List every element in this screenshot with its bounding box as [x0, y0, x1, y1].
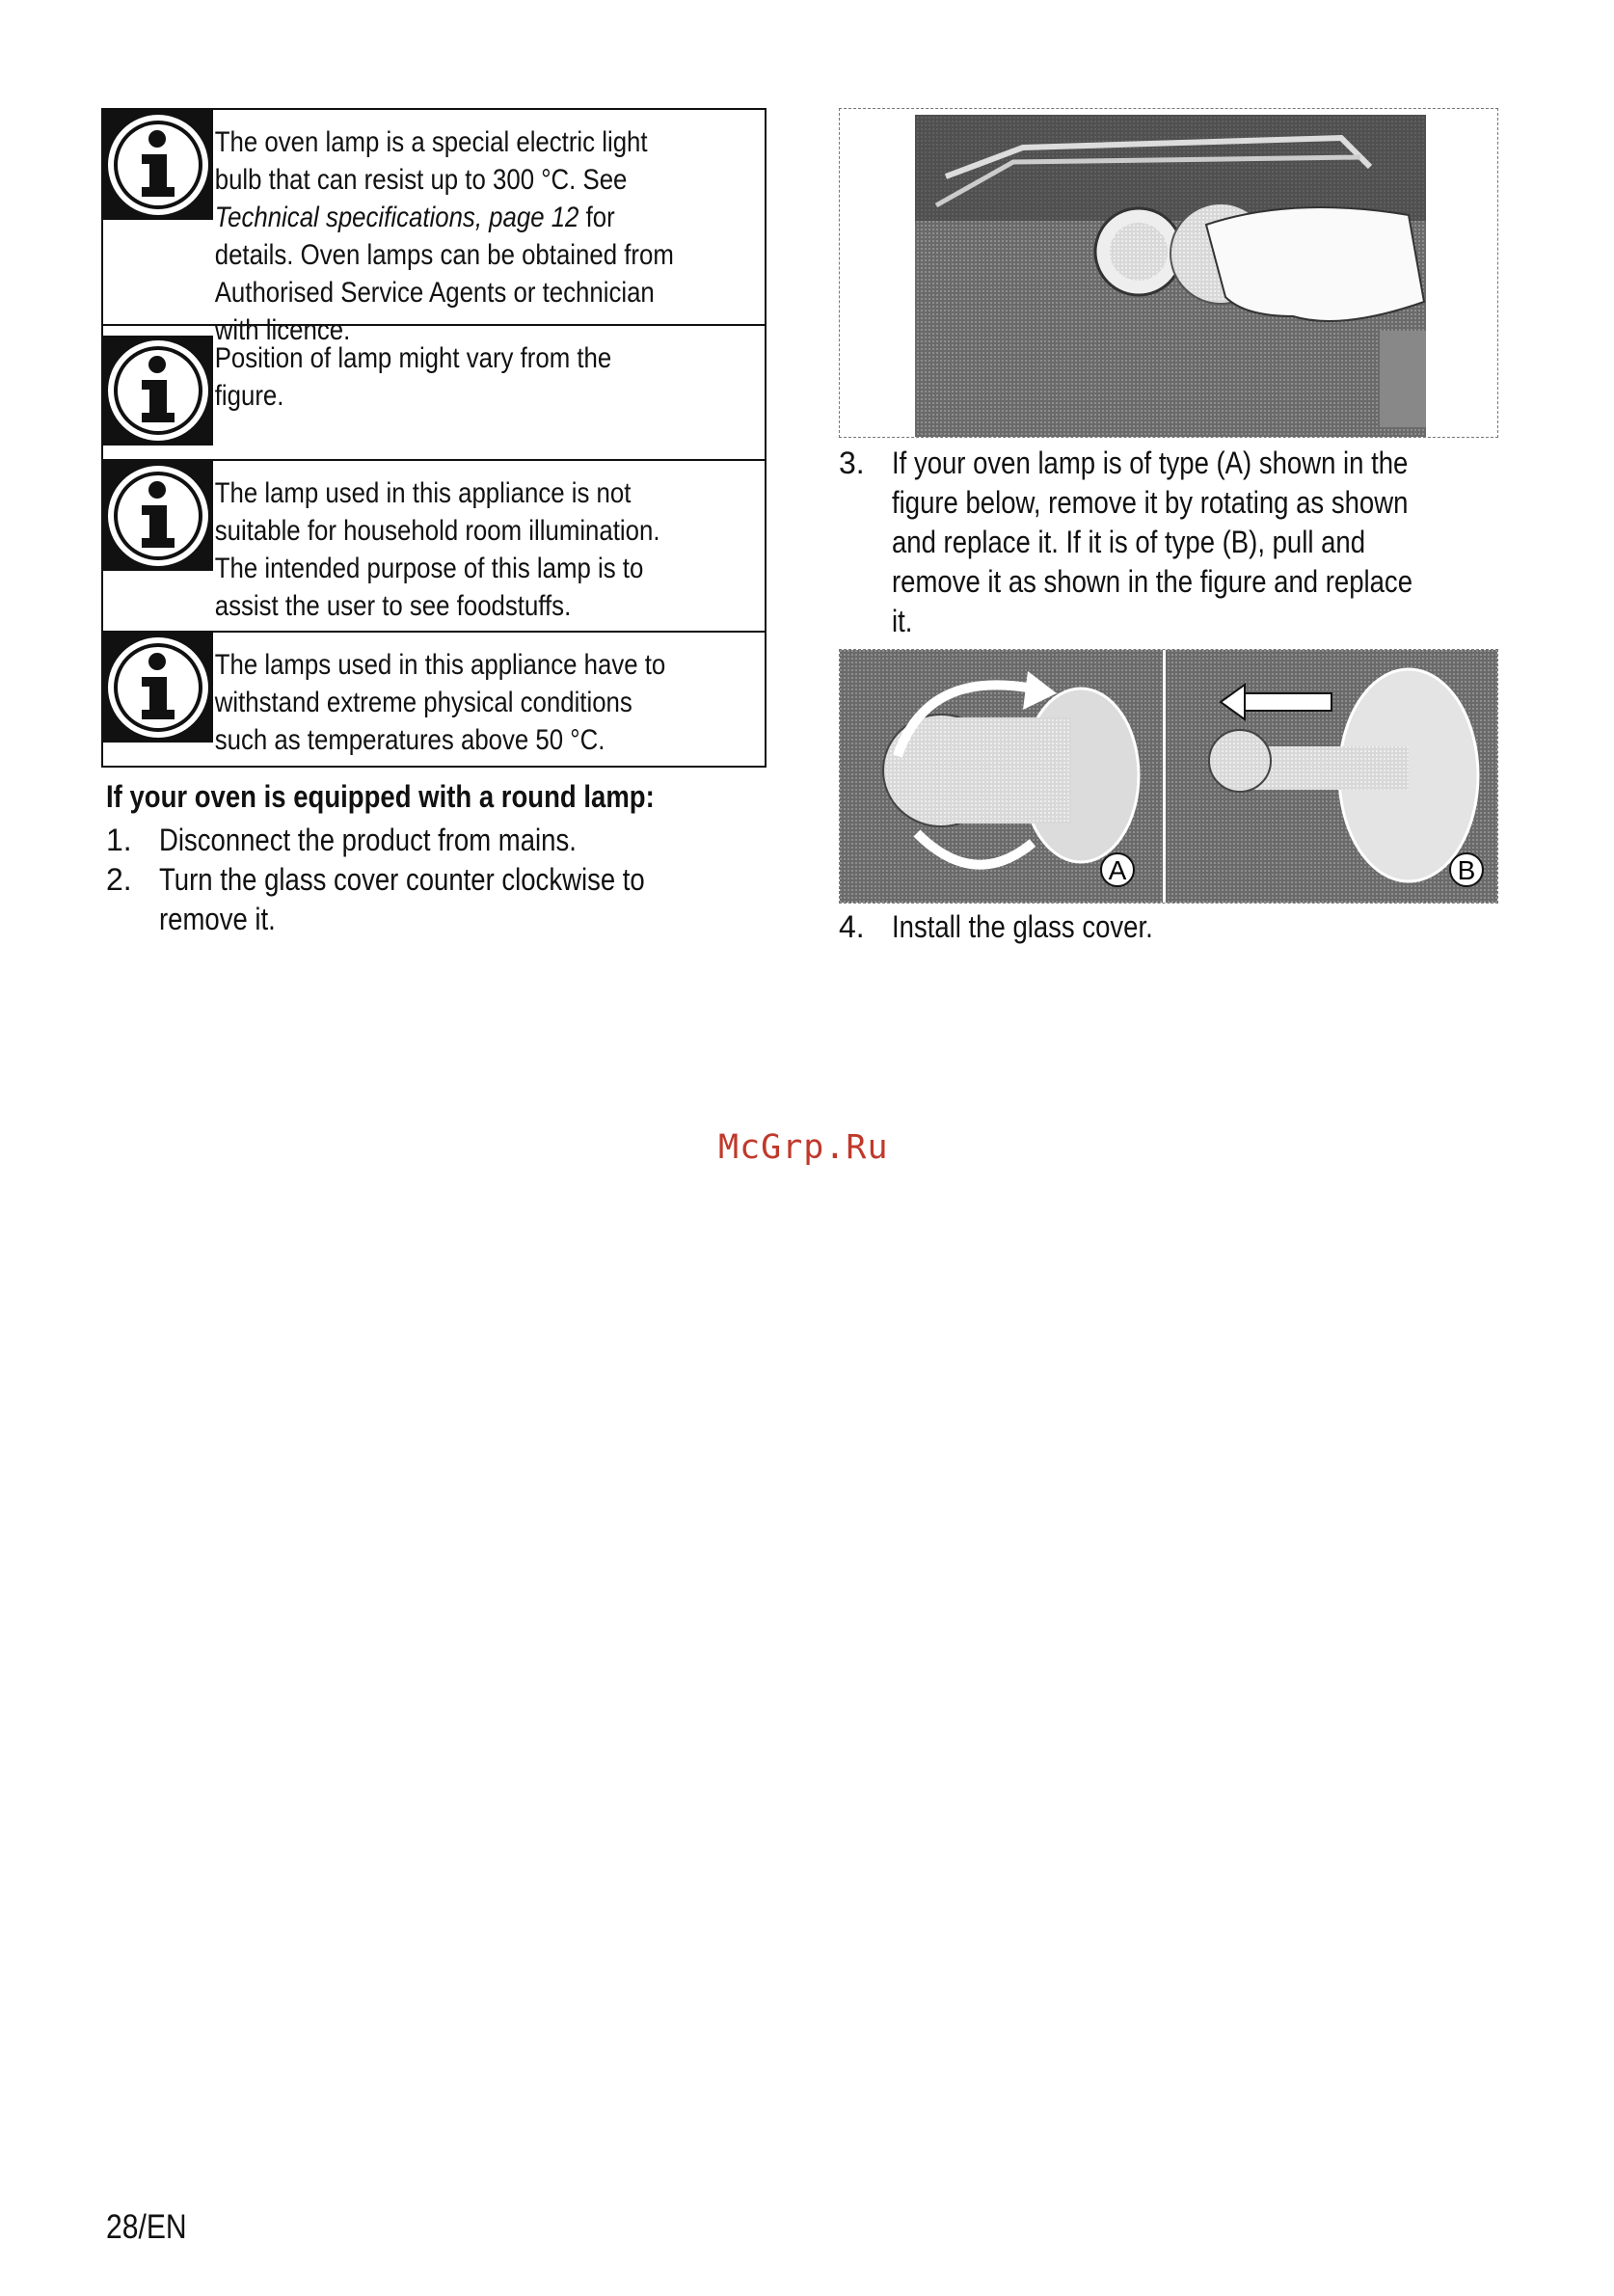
left-step-list [101, 821, 767, 939]
info-text-run: Technical specifications, page 12 [214, 202, 579, 233]
info-text-1 [213, 110, 687, 346]
step-text: Install the glass cover. [892, 909, 1153, 944]
info-text-3 [213, 461, 687, 631]
step-item [839, 907, 1504, 947]
info-box-1 [103, 110, 765, 346]
info-icon [103, 461, 213, 631]
info-box-3 [103, 459, 765, 631]
info-text-run: The lamp used in this appliance is not suitable for household room illumination. The intended purpose of this lamp is to assist the user to see foodstuffs. [214, 477, 660, 622]
info-icon [103, 110, 213, 324]
right-step-list-b [839, 907, 1504, 947]
step-item [101, 821, 767, 860]
watermark: McGrp.Ru [718, 1128, 889, 1167]
info-text-4 [213, 633, 687, 766]
step-number: 4. [839, 909, 865, 944]
left-column [101, 108, 767, 939]
lamp-types-illustration [840, 650, 1497, 903]
info-box-2 [103, 324, 765, 459]
info-text-run: The lamps used in this appliance have to withstand extreme physical conditions such as temperatures above 50 °C. [214, 649, 666, 756]
info-box-4 [103, 631, 765, 766]
page-number: 28/EN [106, 2208, 187, 2246]
right-step-list-a [839, 444, 1504, 641]
step-text: Turn the glass cover counter clockwise to remove it. [159, 862, 645, 936]
info-text-run: The oven lamp is a special electric light bulb that can resist up to 300 °C. See [214, 126, 648, 196]
info-box-stack [101, 108, 767, 768]
label-type-a: A [1108, 855, 1127, 885]
step-item [101, 860, 767, 939]
round-lamp-heading: If your oven is equipped with a round lamp: [106, 779, 655, 814]
info-icon [103, 326, 213, 459]
right-column [839, 108, 1504, 947]
label-type-b: B [1457, 855, 1476, 885]
step-text: Disconnect the product from mains. [159, 823, 577, 857]
info-text-run: for details. Oven lamps can be obtained from Authorised Service Agents or technician with licence. [214, 202, 674, 346]
info-icon [103, 633, 213, 766]
lamp-types-figure [839, 649, 1498, 904]
oven-lamp-illustration [840, 109, 1497, 437]
step-text: If your oven lamp is of type (A) shown in the figure below, remove it by rotating as shown and replace it. If it is of type (B), pull and remove it as shown in the figure and replace it. [892, 446, 1412, 638]
oven-lamp-figure [839, 108, 1498, 438]
info-text-run: Position of lamp might vary from the figure. [214, 342, 612, 412]
step-number: 1. [106, 823, 132, 857]
step-number: 3. [839, 446, 865, 480]
step-number: 2. [106, 862, 132, 897]
info-text-2 [213, 326, 687, 459]
step-item [839, 444, 1504, 641]
